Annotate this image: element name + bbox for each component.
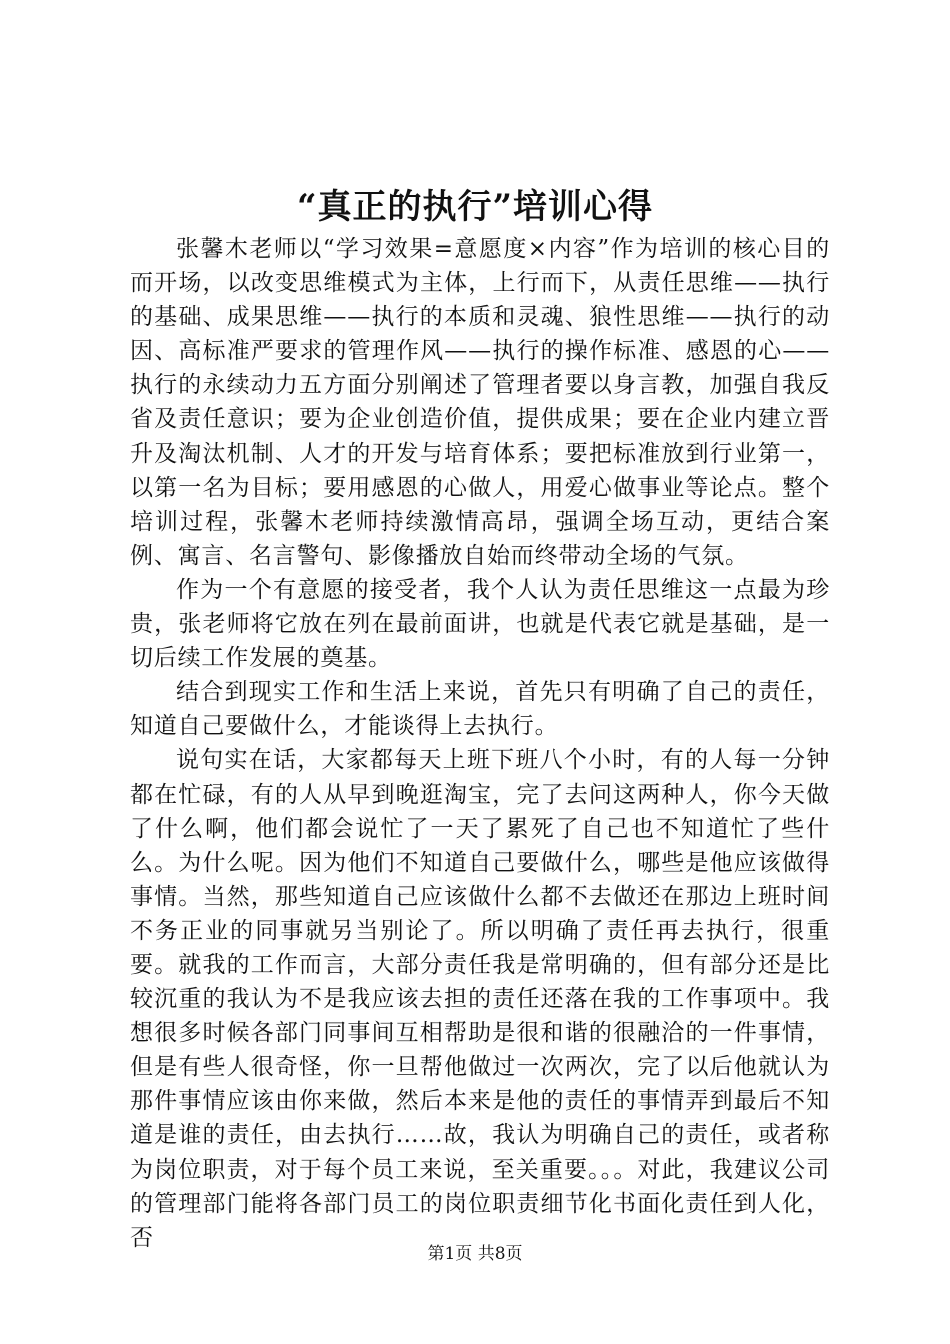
body-paragraph: 张馨木老师以“学习效果=意愿度×内容”作为培训的核心目的而开场，以改变思维模式为主体，上行而下，从责任思维——执行的基础、成果思维——执行的本质和灵魂、狼性思维——执行的动因、高标准严要求的管理作风——执行的操作标准、感恩的心——执行的永续动力五方面分别阐述了管理者要以身言教，加强自我反省及责任意识；要为企业创造价值，提供成果；要在企业内建立晋升及淘汰机制、人才的开发与培育体系；要把标准放到行业第一，以第一名为目标；要用感恩的心做人，用爱心做事业等论点。整个培训过程，张馨木老师持续激情高昂，强调全场互动，更结合案例、寓言、名言警句、影像播放自始而终带动全场的气氛。 [130,236,830,569]
page-footer: 第1页 共8页 [427,1244,523,1264]
document-title: “真正的执行”培训心得 [296,187,654,227]
document-body [130,232,830,1255]
body-paragraph: 作为一个有意愿的接受者，我个人认为责任思维这一点最为珍贵，张老师将它放在列在最前面讲，也就是代表它就是基础，是一切后续工作发展的奠基。 [130,576,830,672]
body-paragraph: 说句实在话，大家都每天上班下班八个小时，有的人每一分钟都在忙碌，有的人从早到晚逛淘宝，完了去问这两种人，你今天做了什么啊，他们都会说忙了一天了累死了自己也不知道忙了些什么。为什么呢。因为他们不知道自己要做什么，哪些是他应该做得事情。当然，那些知道自己应该做什么都不去做还在那边上班时间不务正业的同事就另当别论了。所以明确了责任再去执行，很重要。就我的工作而言，大部分责任我是常明确的，但有部分还是比较沉重的我认为不是我应该去担的责任还落在我的工作事项中。我想很多时候各部门同事间互相帮助是很和谐的很融洽的一件事情，但是有些人很奇怪，你一旦帮他做过一次两次，完了以后他就认为那件事情应该由你来做，然后本来是他的责任的事情弄到最后不知道是谁的责任，由去执行……故，我认为明确自己的责任，或者称为岗位职责，对于每个员工来说，至关重要。。。对此，我建议公司的管理部门能将各部门员工的岗位职责细节化书面化责任到人化，否 [130,747,830,1251]
body-paragraph: 结合到现实工作和生活上来说，首先只有明确了自己的责任，知道自己要做什么，才能谈得上去执行。 [130,679,830,740]
